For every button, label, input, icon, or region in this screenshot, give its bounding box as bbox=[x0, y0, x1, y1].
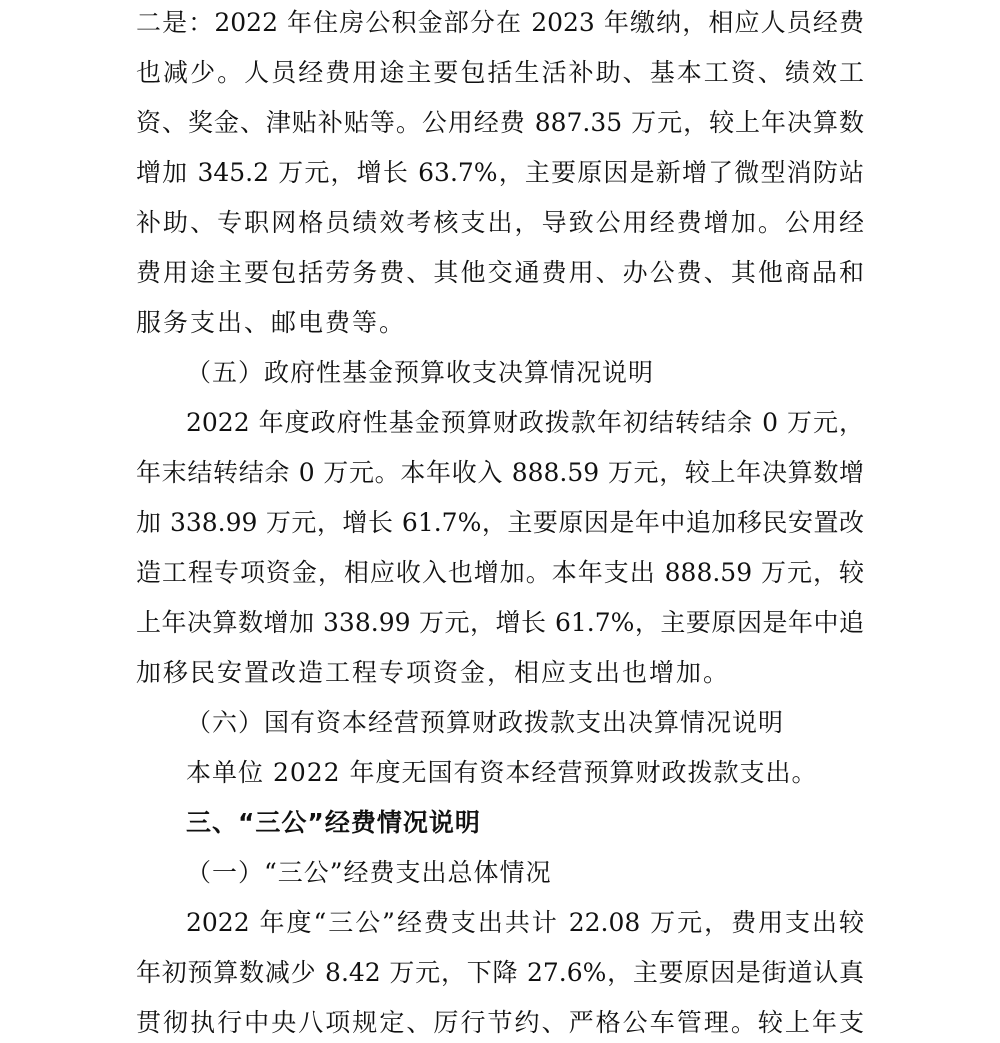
paragraph-line: 本单位 2022 年度无国有资本经营预算财政拨款支出。 bbox=[186, 758, 818, 787]
paragraph-line: 2022 年度“三公”经费支出共计 22.08 万元，费用支出较 bbox=[186, 908, 864, 937]
paragraph-line: 加移民安置改造工程专项资金，相应支出也增加。 bbox=[136, 658, 731, 687]
paragraph-line: 补助、专职网格员绩效考核支出，导致公用经费增加。公用经 bbox=[136, 208, 864, 237]
paragraph-line: 资、奖金、津贴补贴等。公用经费 887.35 万元，较上年决算数 bbox=[136, 108, 864, 137]
paragraph-line: 年末结转结余 0 万元。本年收入 888.59 万元，较上年决算数增 bbox=[136, 458, 864, 487]
paragraph-line: 增加 345.2 万元，增长 63.7%，主要原因是新增了微型消防站 bbox=[136, 158, 864, 187]
paragraph-line: 年初预算数减少 8.42 万元，下降 27.6%，主要原因是街道认真 bbox=[136, 958, 864, 987]
paragraph-line: 2022 年度政府性基金预算财政拨款年初结转结余 0 万元， bbox=[186, 408, 864, 437]
section-heading-state-capital: （六）国有资本经营预算财政拨款支出决算情况说明 bbox=[186, 708, 785, 737]
section-heading-three-public: 三、“三公”经费情况说明 bbox=[186, 808, 481, 837]
section-heading-government-fund: （五）政府性基金预算收支决算情况说明 bbox=[186, 358, 655, 387]
paragraph-line: 贯彻执行中央八项规定、厉行节约、严格公车管理。较上年支 bbox=[136, 1008, 864, 1037]
paragraph-line: 也减少。人员经费用途主要包括生活补助、基本工资、绩效工 bbox=[136, 58, 864, 87]
paragraph-line: 造工程专项资金，相应收入也增加。本年支出 888.59 万元，较 bbox=[136, 558, 864, 587]
paragraph-line: 费用途主要包括劳务费、其他交通费用、办公费、其他商品和 bbox=[136, 258, 864, 287]
paragraph-line: 二是：2022 年住房公积金部分在 2023 年缴纳，相应人员经费 bbox=[136, 8, 864, 37]
paragraph-line: 上年决算数增加 338.99 万元，增长 61.7%，主要原因是年中追 bbox=[136, 608, 864, 637]
paragraph-line: 服务支出、邮电费等。 bbox=[136, 308, 407, 337]
paragraph-line: 加 338.99 万元，增长 61.7%，主要原因是年中追加移民安置改 bbox=[136, 508, 864, 537]
subsection-heading-three-public-total: （一）“三公”经费支出总体情况 bbox=[186, 858, 552, 887]
